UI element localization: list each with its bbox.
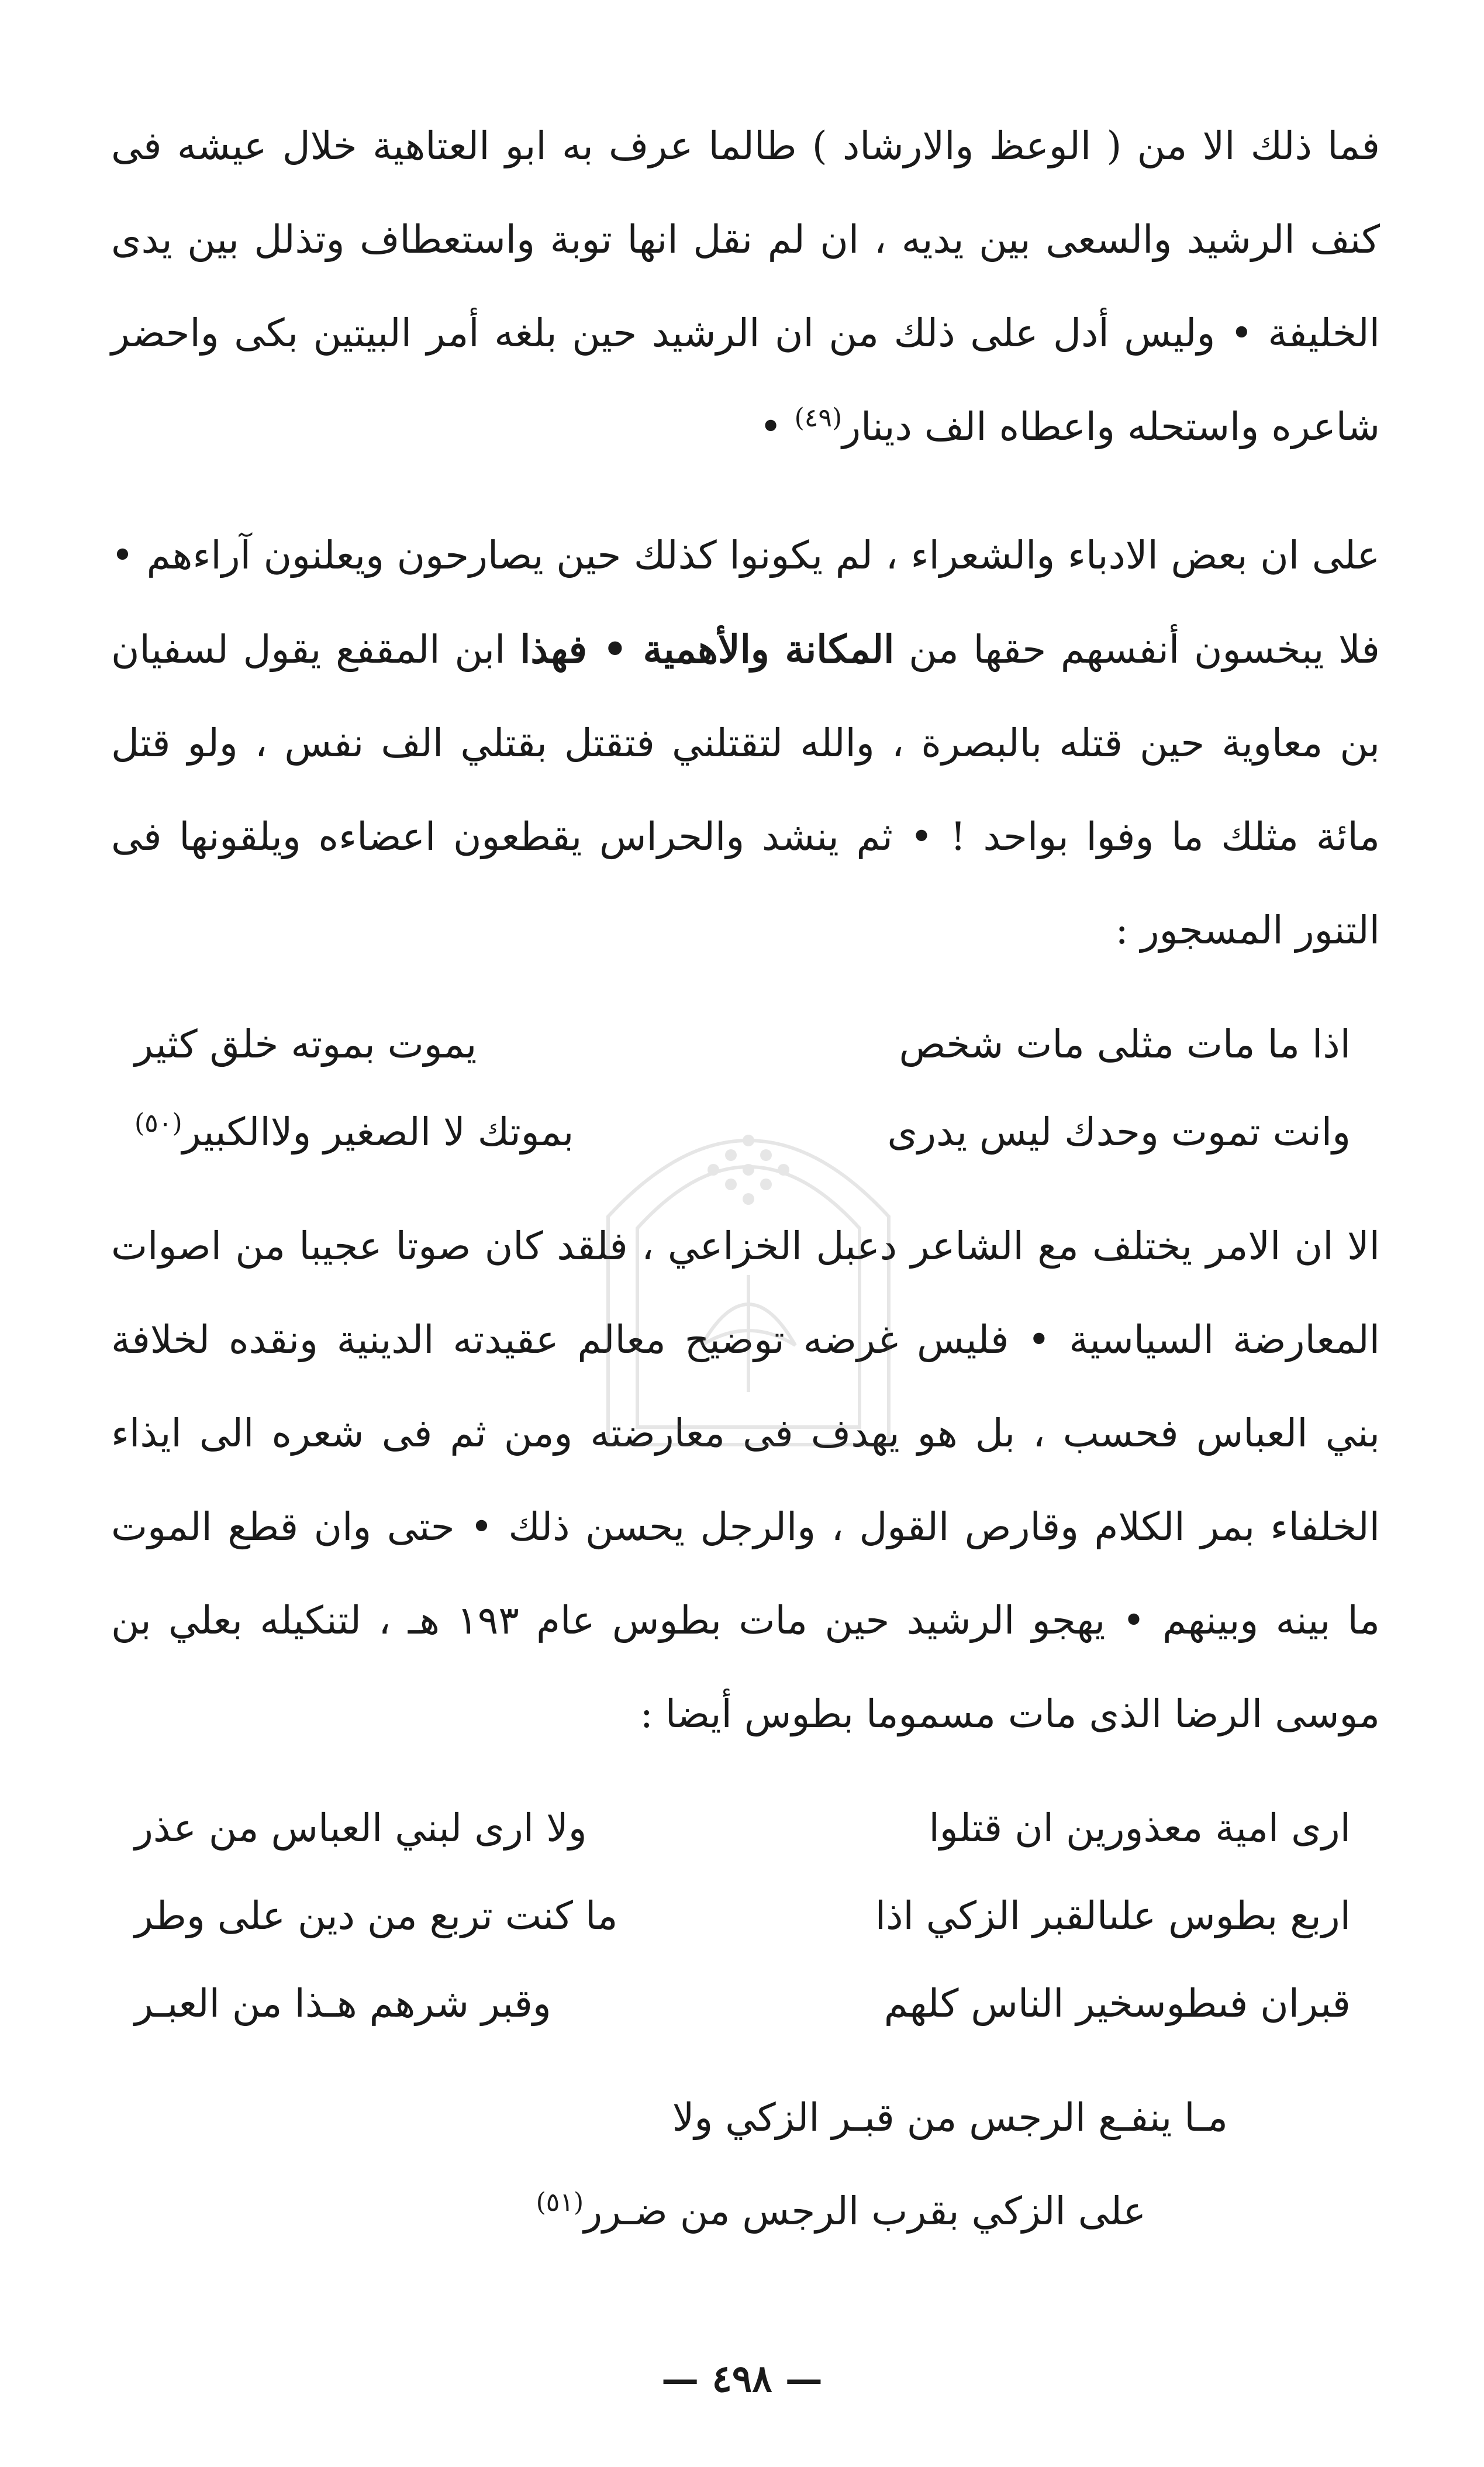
verse-hemistich-first: قبران فىطوسخير الناس كلهم: [884, 1981, 1351, 2026]
verse-line: [111, 1872, 1380, 1960]
verse-hemistich-second: ولا ارى لبني العباس من عذر: [134, 1806, 587, 1851]
paragraph-2: [111, 509, 1380, 977]
paragraph-1-end: •: [759, 404, 795, 449]
final-verse-line-2-text: على الزكي بقرب الرجس من ضـرر: [584, 2189, 1146, 2234]
final-verse-line-1: مـا ينفـع الرجس من قبـر الزكي ولا: [672, 2095, 1228, 2140]
verse-hemistich-first: اربع بطوس علىالقبر الزكي اذا: [875, 1893, 1351, 1938]
footnote-ref-51: (٥١): [536, 2187, 584, 2217]
footnote-ref-49: (٤٩): [794, 403, 843, 433]
verse-hemistich-second: وقبر شرهم هـذا من العبـر: [134, 1981, 551, 2026]
paragraph-1: [111, 99, 1380, 474]
verse-hemistich-text: بموتك لا الصغير ولاالكبير: [182, 1110, 574, 1155]
page-number: — ٤٩٨ —: [661, 2357, 823, 2401]
library-watermark-icon: [585, 1041, 912, 1462]
verse-block-2: [111, 1784, 1380, 2048]
paragraph-2-bold: المكانة والأهمية • فهذا: [520, 626, 895, 672]
footnote-ref-50: (٥٠): [134, 1108, 182, 1138]
verse-line: [111, 1960, 1380, 2048]
paragraph-3-text: الا ان الامر يختلف مع الشاعر دعبل الخزاعي ، فلقد كان صوتا عجيبا من اصوات المعارضة السياسية • فليس غرضه توضيح معالم عقيدته الدينية ونقده لخلافة بني العباس فحسب ، بل هو يهدف فى معارضته ومن ثم فى شعره الى ايذاء الخلفاء بمر الكلام وقارص القول ، والرجل يحسن ذلك • حتى وان قطع الموت ما بينه وبينهم • يهجو الرشيد حين مات بطوس عام ١٩٣ هـ ، لتنكيله بعلي بن موسى الرضا الذى مات مسموما بطوس أيضا :: [111, 1224, 1381, 1736]
verse-line: [111, 1784, 1380, 1872]
paragraph-1-text: فما ذلك الا من ( الوعظ والارشاد ) طالما عرف به ابو العتاهية خلال عيشه فى كنف الرشيد والسعى بين يديه ، ان لم نقل انها توبة واستعطاف وتذلل بين يدى الخليفة • وليس أدل على ذلك من ان الرشيد حين بلغه أمر البيتين بكى واحضر شاعره واستحله واعطاه الف دينار: [111, 123, 1380, 449]
verse-hemistich-first: وانت تموت وحدك ليس يدرى: [887, 1110, 1351, 1155]
final-verse-line-2: [111, 2165, 1380, 2258]
verse-hemistich-first: ارى امية معذورين ان قتلوا: [929, 1806, 1351, 1851]
paragraph-2-text-b: ابن المقفع يقول لسفيان بن معاوية حين قتله بالبصرة ، والله لتقتلني فتقتل بقتلي الف نفس ، ولو قتل مائة مثلك ما وفوا بواحد ! • ثم ينشد والحراس يقطعون اعضاءه ويلقونها فى التنور المسجور :: [111, 627, 1380, 953]
verse-hemistich-first: اذا ما مات مثلى مات شخص: [899, 1022, 1351, 1067]
verse-hemistich-second: يموت بموته خلق كثير: [134, 1022, 477, 1067]
verse-hemistich-second: ما كنت تربع من دين على وطر: [134, 1893, 618, 1938]
paragraph-2-text-a: على ان بعض الادباء والشعراء ، لم يكونوا كذلك حين يصارحون ويعلنون آراءهم • فلا يبخسون أنفسهم حقها من: [111, 533, 1380, 672]
